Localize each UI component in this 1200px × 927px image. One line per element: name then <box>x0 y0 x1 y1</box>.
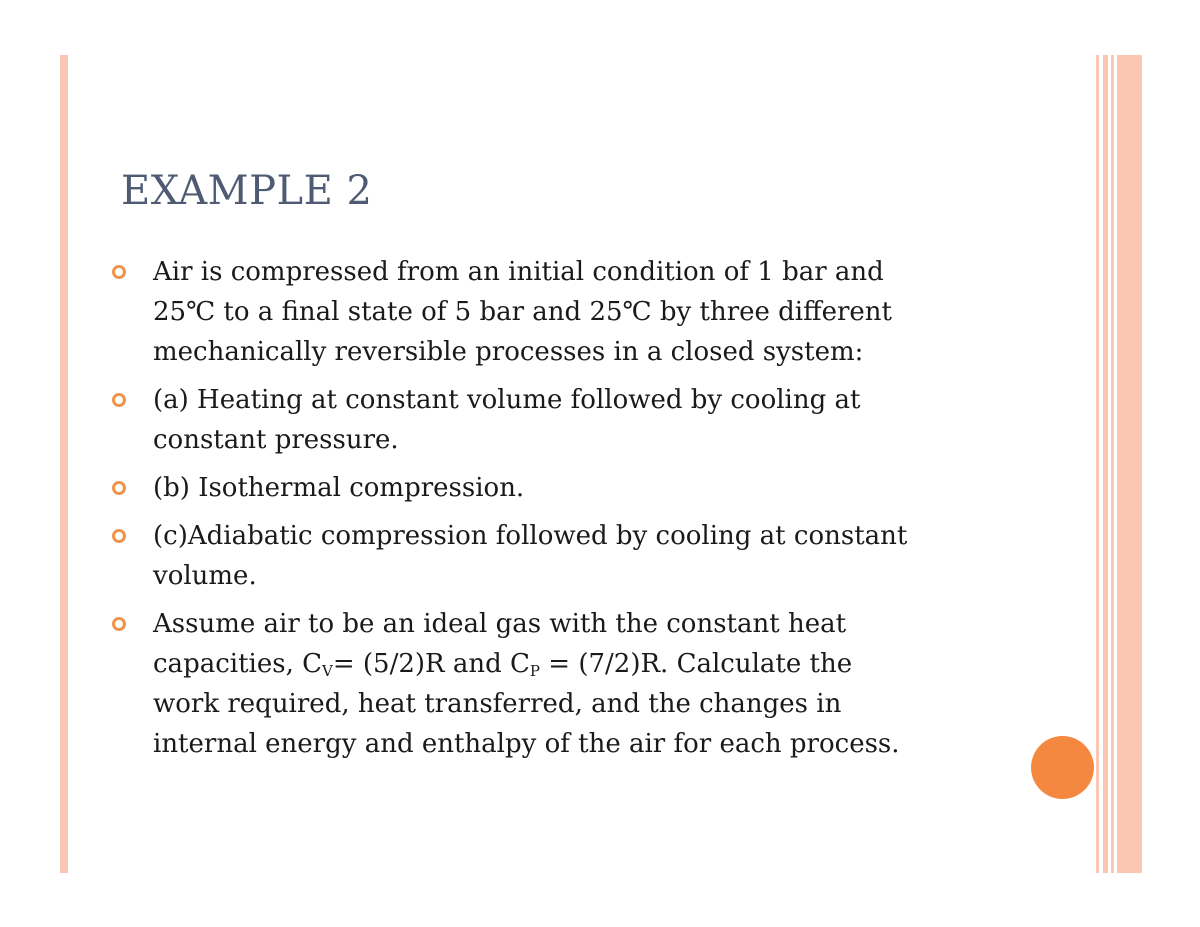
bullet-line: work required, heat transferred, and the changes in <box>153 689 842 719</box>
bullet-item <box>112 468 1032 508</box>
right-decorative-border <box>1096 55 1146 873</box>
capacities-text-1: capacities, C <box>153 649 322 679</box>
bullet-item <box>112 380 1032 460</box>
bullet-line: mechanically reversible processes in a closed system: <box>153 337 864 367</box>
bullet-circle-icon <box>112 265 126 279</box>
right-stripe <box>1096 55 1099 873</box>
cp-subscript: P <box>529 662 541 680</box>
bullet-item <box>112 516 1032 596</box>
orange-circle-decoration <box>1031 736 1094 799</box>
bullet-circle-icon <box>112 529 126 543</box>
capacities-text-3: = (7/2)R. Calculate the <box>540 649 853 679</box>
bullet-list <box>112 252 1032 772</box>
bullet-item <box>112 604 1032 764</box>
capacities-text-2: = (5/2)R and C <box>332 649 530 679</box>
bullet-circle-icon <box>112 393 126 407</box>
left-decorative-bar <box>60 55 68 873</box>
slide-title: EXAMPLE 2 <box>121 168 373 214</box>
bullet-circle-icon <box>112 481 126 495</box>
bullet-line: Air is compressed from an initial condition of 1 bar and <box>153 257 884 287</box>
bullet-line: volume. <box>153 561 257 591</box>
bullet-line: Assume air to be an ideal gas with the constant heat <box>153 609 847 639</box>
bullet-line-capacities <box>153 644 1032 684</box>
bullet-item <box>112 252 1032 372</box>
bullet-line: (c)Adiabatic compression followed by cooling at constant <box>153 521 908 551</box>
bullet-line: 25℃ to a final state of 5 bar and 25℃ by three different <box>153 297 892 327</box>
bullet-line: internal energy and enthalpy of the air for each process. <box>153 729 900 759</box>
bullet-line: (a) Heating at constant volume followed by cooling at <box>153 385 861 415</box>
bullet-circle-icon <box>112 617 126 631</box>
bullet-line: constant pressure. <box>153 425 399 455</box>
right-stripe <box>1103 55 1108 873</box>
right-stripe <box>1111 55 1114 873</box>
right-stripe <box>1117 55 1142 873</box>
cv-subscript: V <box>322 662 333 680</box>
bullet-line: (b) Isothermal compression. <box>153 473 525 503</box>
